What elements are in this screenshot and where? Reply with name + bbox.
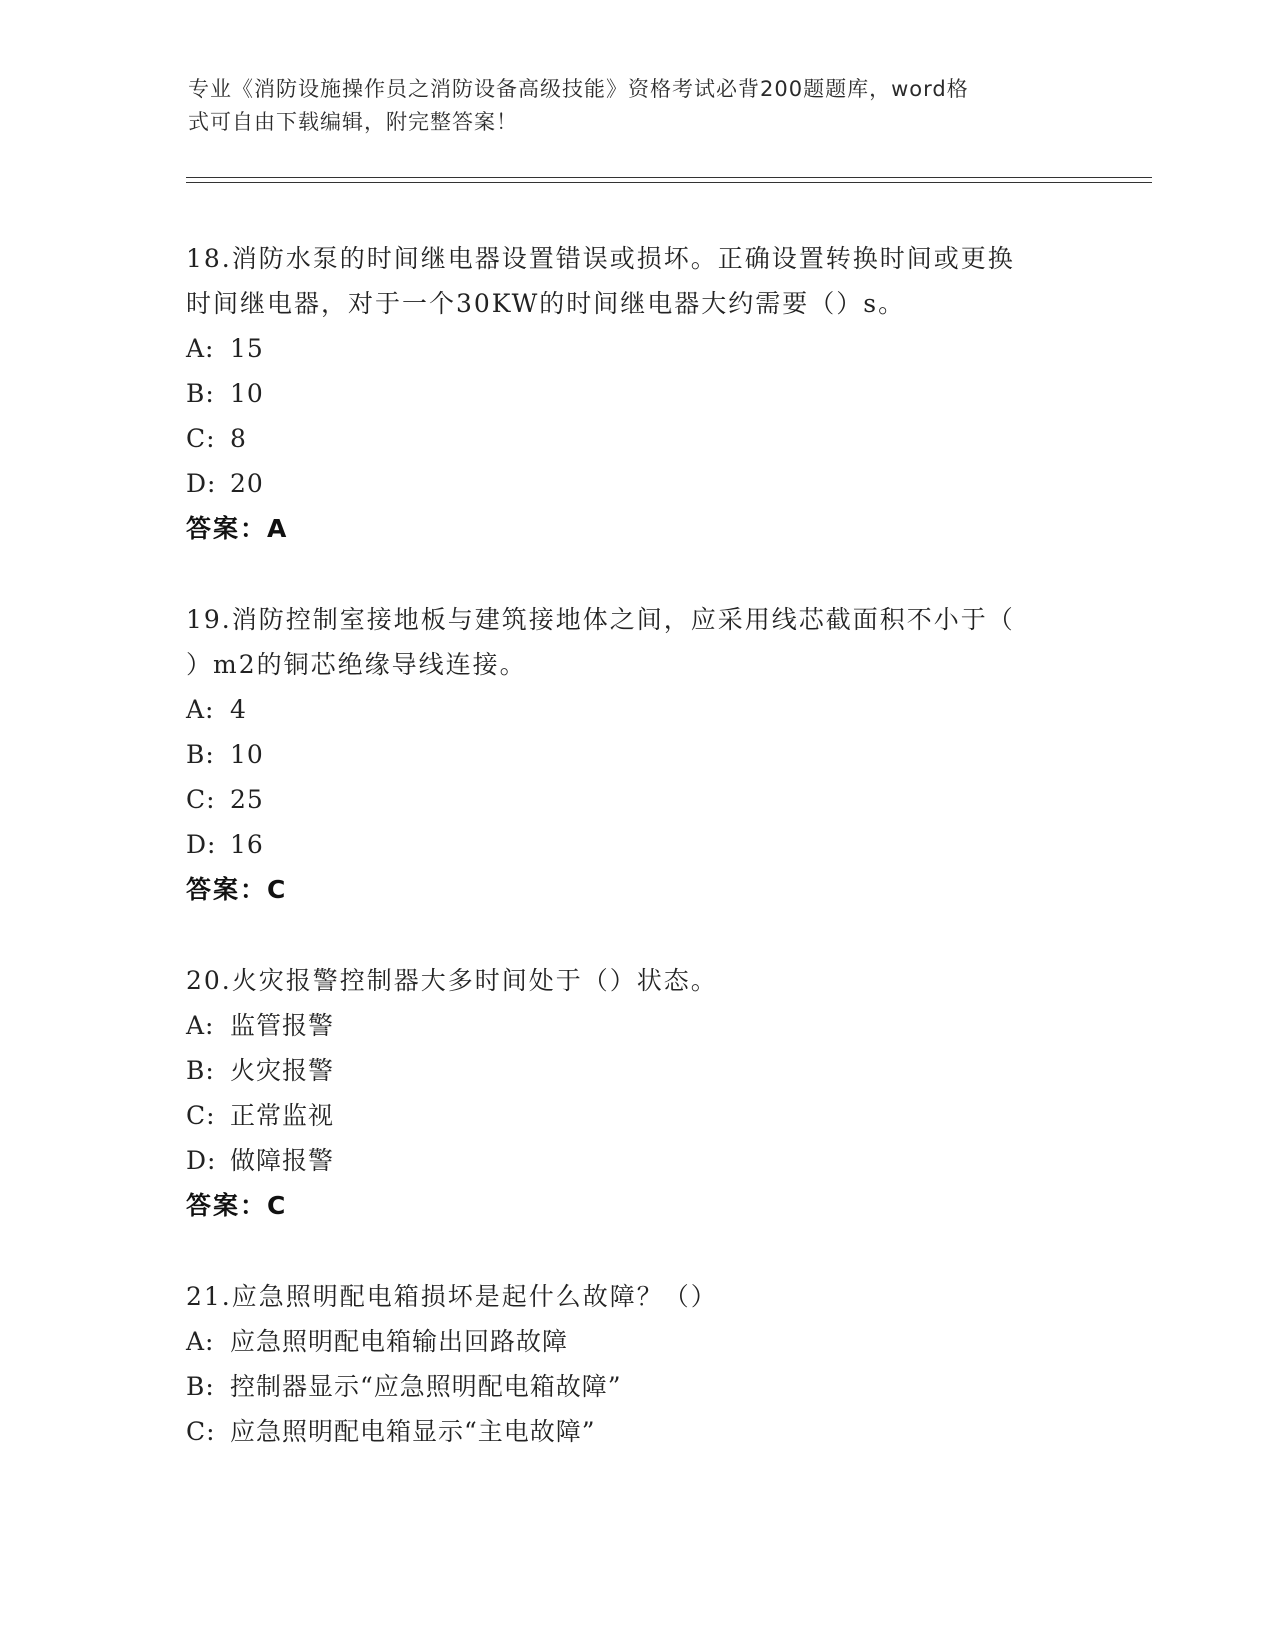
option-key: C: (186, 1417, 216, 1446)
option-c (186, 1093, 1086, 1138)
answer-value: A (267, 514, 287, 543)
header-divider-bottom (186, 182, 1152, 183)
option-value: 4 (230, 695, 247, 724)
option-key: C: (186, 785, 216, 814)
answer (186, 867, 1086, 912)
option-key: D: (186, 1146, 217, 1175)
option-key: B: (186, 1372, 215, 1401)
option-key: A: (186, 1327, 215, 1356)
option-b (186, 1364, 1086, 1409)
answer-label: 答案： (186, 514, 268, 543)
option-value: 25 (230, 785, 264, 814)
question-text (186, 597, 1086, 687)
option-b (186, 732, 1086, 777)
answer (186, 506, 1086, 551)
option-b (186, 371, 1086, 416)
answer-label: 答案： (186, 875, 268, 904)
option-key: B: (186, 740, 215, 769)
option-a (186, 1319, 1086, 1364)
option-value: 16 (230, 830, 264, 859)
question-text (186, 1274, 1086, 1319)
option-value: 15 (230, 334, 264, 363)
question-text-line-1: 18.消防水泵的时间继电器设置错误或损坏。正确设置转换时间或更换 (186, 244, 1015, 273)
option-key: C: (186, 424, 216, 453)
option-key: B: (186, 1056, 215, 1085)
option-d (186, 461, 1086, 506)
header-divider-top (186, 177, 1152, 178)
option-d (186, 1138, 1086, 1183)
option-c (186, 416, 1086, 461)
question-text (186, 958, 1086, 1003)
option-value: 10 (230, 379, 264, 408)
option-key: A: (186, 695, 215, 724)
question-18 (186, 236, 1086, 551)
question-text-line-1: 19.消防控制室接地板与建筑接地体之间，应采用线芯截面积不小于（ (186, 605, 1015, 634)
option-c (186, 1409, 1086, 1454)
option-key: A: (186, 1011, 215, 1040)
option-value: 火灾报警 (230, 1056, 335, 1085)
option-value: 做障报警 (230, 1146, 335, 1175)
document-header (188, 73, 1068, 139)
option-key: A: (186, 334, 215, 363)
answer-label: 答案： (186, 1191, 268, 1220)
question-text-line-1: 20.火灾报警控制器大多时间处于（）状态。 (186, 966, 718, 995)
option-value: 应急照明配电箱显示“主电故障” (230, 1417, 596, 1446)
question-text-line-1: 21.应急照明配电箱损坏是起什么故障？（） (186, 1282, 718, 1311)
question-text-line-2: ）m2的铜芯绝缘导线连接。 (186, 650, 527, 679)
answer-value: C (267, 875, 286, 904)
header-line-2: 式可自由下载编辑，附完整答案！ (188, 110, 518, 134)
answer (186, 1183, 1086, 1228)
option-a (186, 1003, 1086, 1048)
option-key: C: (186, 1101, 216, 1130)
option-d (186, 822, 1086, 867)
option-value: 应急照明配电箱输出回路故障 (230, 1327, 569, 1356)
option-b (186, 1048, 1086, 1093)
option-a (186, 326, 1086, 371)
option-value: 正常监视 (230, 1101, 335, 1130)
option-value: 监管报警 (230, 1011, 335, 1040)
question-text (186, 236, 1086, 326)
answer-value: C (267, 1191, 286, 1220)
question-21 (186, 1274, 1086, 1454)
question-text-line-2: 时间继电器，对于一个30KW的时间继电器大约需要（）s。 (186, 289, 906, 318)
option-value: 控制器显示“应急照明配电箱故障” (230, 1372, 622, 1401)
option-value: 20 (230, 469, 264, 498)
option-key: B: (186, 379, 215, 408)
option-a (186, 687, 1086, 732)
question-19 (186, 597, 1086, 912)
option-c (186, 777, 1086, 822)
option-value: 10 (230, 740, 264, 769)
option-key: D: (186, 830, 217, 859)
question-20 (186, 958, 1086, 1228)
option-value: 8 (230, 424, 247, 453)
header-line-1: 专业《消防设施操作员之消防设备高级技能》资格考试必背200题题库，word格 (188, 77, 969, 101)
option-key: D: (186, 469, 217, 498)
